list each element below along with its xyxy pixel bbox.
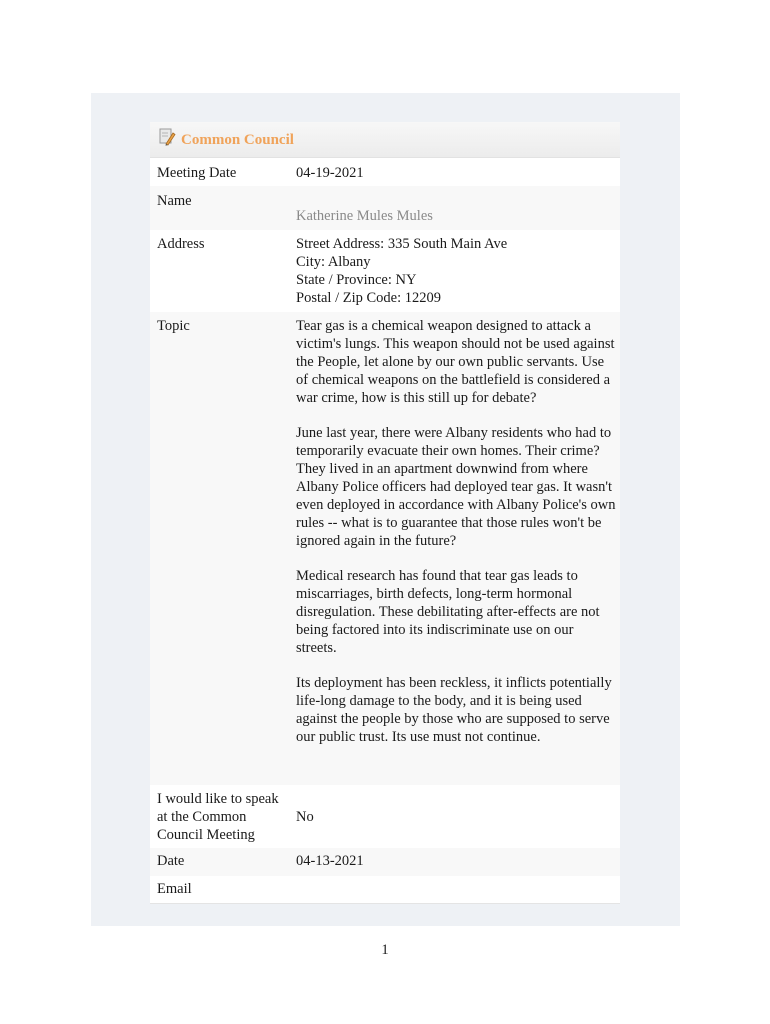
address-city: City: Albany — [296, 254, 371, 270]
address-street: Street Address: 335 South Main Ave — [296, 236, 508, 252]
row-date — [150, 848, 620, 876]
row-email — [150, 876, 620, 903]
form-title: Common Council — [181, 132, 294, 148]
row-address — [150, 230, 620, 312]
row-meeting-date — [150, 158, 620, 186]
name-value: Katherine Mules Mules — [296, 208, 433, 224]
meeting-date-label: Meeting Date — [157, 165, 237, 181]
row-speak — [150, 785, 620, 848]
topic-paragraph: Medical research has found that tear gas leads to miscarriages, birth defects, long-term hormonal disregulation. These debilitating after-effects are not being factored into its indiscriminate use on our streets. — [296, 568, 600, 656]
row-name — [150, 186, 620, 230]
pencil-icon — [158, 128, 176, 146]
topic-value — [296, 317, 616, 763]
speak-label: I would like to speak at the Common Council Meeting — [157, 791, 279, 843]
date-label: Date — [157, 853, 185, 869]
row-topic — [150, 312, 620, 785]
topic-label: Topic — [157, 318, 190, 334]
topic-paragraph: Tear gas is a chemical weapon designed to attack a victim's lungs. This weapon should not be used against the People, let alone by our own public servants. Use of chemical weapons on the battlefield is considered a war crime, how is this still up for debate? — [296, 318, 615, 406]
name-label: Name — [157, 193, 192, 209]
topic-paragraph: Its deployment has been reckless, it inflicts potentially life-long damage to the body, and it is being used against the people by those who are supposed to serve our public trust. Its use must not continue. — [296, 675, 612, 745]
date-value: 04-13-2021 — [296, 853, 364, 869]
meeting-date-value: 04-19-2021 — [296, 165, 364, 181]
address-label: Address — [157, 236, 205, 252]
address-postal: Postal / Zip Code: 12209 — [296, 290, 441, 306]
topic-paragraph: June last year, there were Albany residents who had to temporarily evacuate their own homes. Their crime? They lived in an apartment downwind from where Albany Police officers had deployed tear gas. It wasn't even deployed in accordance with Albany Police's own rules -- what is to guarantee that those rules won't be ignored again in the future? — [296, 425, 616, 549]
email-label: Email — [157, 881, 192, 897]
page-number: 1 — [381, 942, 389, 958]
form-header — [150, 122, 620, 158]
address-state: State / Province: NY — [296, 272, 417, 288]
speak-value: No — [296, 809, 314, 825]
address-value — [296, 235, 616, 307]
